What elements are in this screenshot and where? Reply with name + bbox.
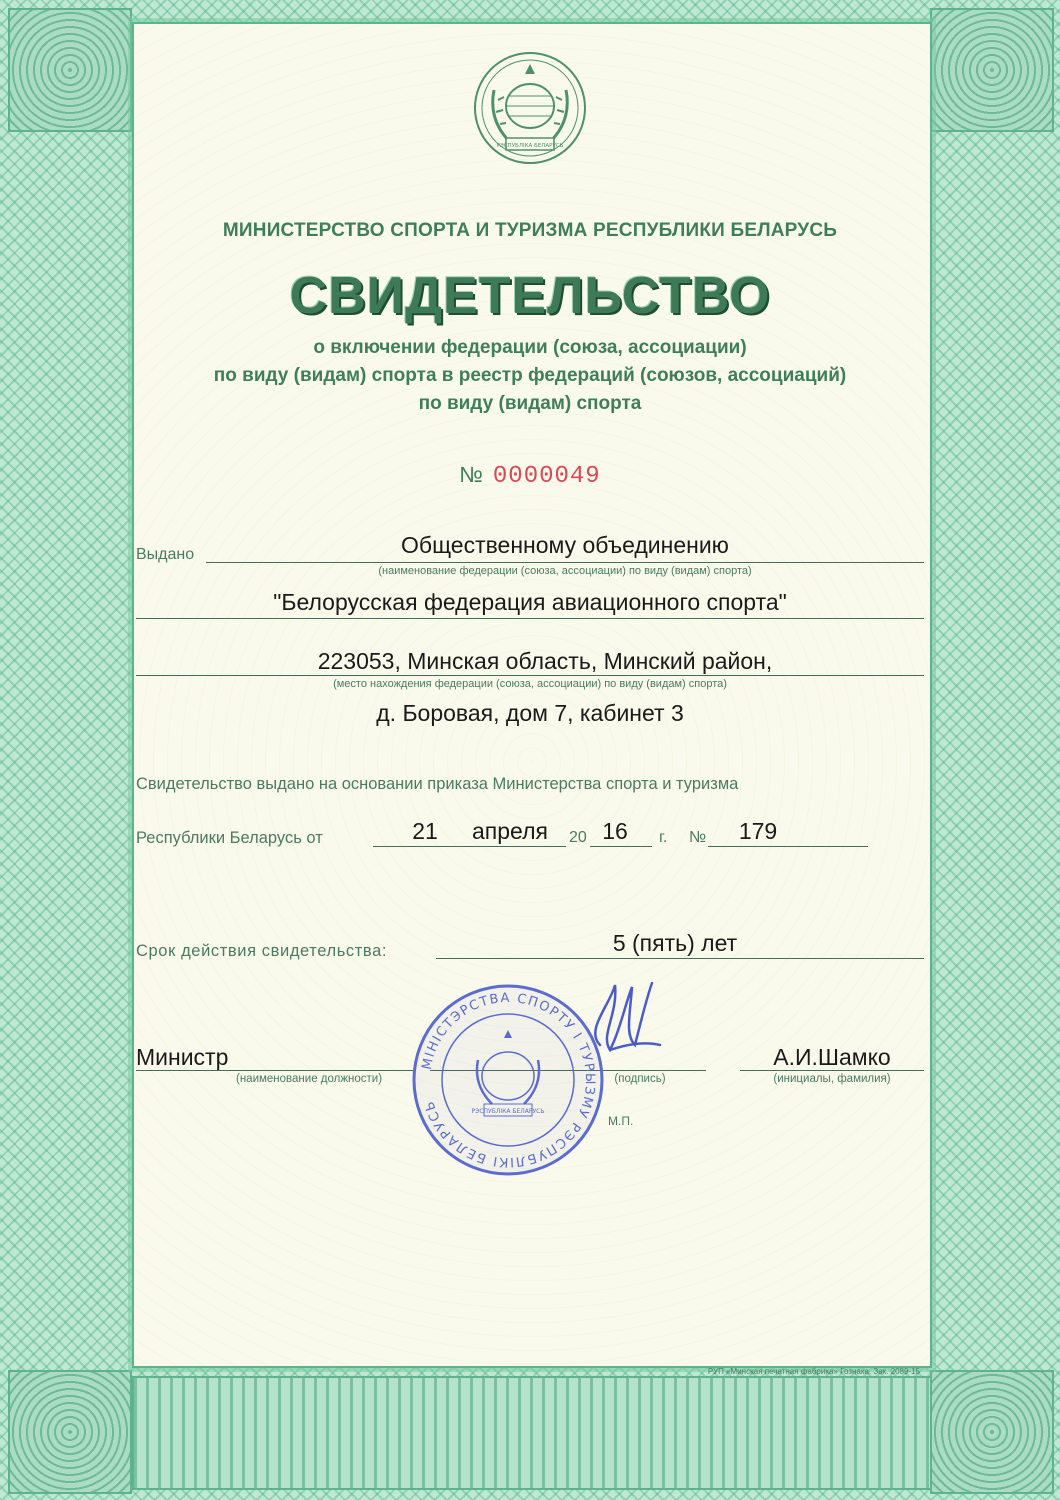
order-number-line (708, 846, 868, 847)
order-number: 179 (738, 818, 778, 844)
footer-ornament-band (132, 1376, 932, 1490)
address-value-1: 223053, Минская область, Минский район, (317, 648, 773, 674)
emblem-ribbon-text: РЭСПУБЛІКА БЕЛАРУСЬ (496, 143, 564, 149)
corner-ornament-top-right (930, 8, 1054, 132)
printer-imprint: РУП «Минская печатная фабрика» Гознака. Зак. 2089-15 (707, 1367, 920, 1376)
seal-mark: М.П. (608, 1114, 634, 1128)
year-prefix: 20 (569, 829, 587, 846)
document-subtitle (132, 334, 928, 418)
position-line (136, 1070, 416, 1071)
address-hint: (место нахождения федерации (союза, ассоциации) по виду (видам) спорта) (333, 678, 727, 690)
subtitle-line-1: о включении федерации (союза, ассоциации) (313, 337, 747, 358)
handwritten-signature-icon (580, 975, 670, 1075)
state-emblem-icon (472, 50, 588, 166)
address-line-1 (136, 675, 924, 676)
validity-line (436, 958, 924, 959)
name-hint: (инициалы, фамилия) (773, 1073, 891, 1085)
official-stamp-icon (408, 980, 608, 1180)
address-value-2: д. Боровая, дом 7, кабинет 3 (376, 700, 684, 726)
issued-to-line-2 (136, 618, 924, 619)
document-title: СВИДЕТЕЛЬСТВО (289, 267, 771, 325)
order-year: 16 (602, 818, 628, 844)
issued-to-hint: (наименование федерации (союза, ассоциации) по виду (видам) спорта) (378, 565, 752, 577)
serial-number: 0000049 (492, 463, 601, 490)
position-hint: (наименование должности) (236, 1073, 383, 1085)
date-day-month-line (373, 846, 566, 847)
issued-to-line (206, 562, 924, 563)
basis-republic-label: Республики Беларусь от (136, 829, 323, 847)
year-line (590, 846, 652, 847)
stamp-inner-text: РЭСПУБЛІКА БЕЛАРУСЬ (471, 1108, 545, 1115)
issued-to-label: Выдано (136, 546, 195, 563)
corner-ornament-bottom-right (930, 1370, 1054, 1494)
corner-ornament-bottom-left (8, 1370, 132, 1494)
year-unit: г. (659, 829, 668, 846)
corner-ornament-top-left (8, 8, 132, 132)
order-number-sign: № (689, 829, 707, 846)
order-day: 21 (412, 818, 438, 844)
validity-label: Срок действия свидетельства: (136, 942, 388, 960)
number-sign: № (459, 462, 483, 487)
signature-hint: (подпись) (614, 1073, 666, 1085)
issued-to-value-2: "Белорусская федерация авиационного спорта" (273, 589, 787, 615)
stamp-outer-text: МІНІСТЭРСТВА СПОРТУ І ТУРЫЗМУ РЭСПУБЛІКІ БЕЛАРУСЬ (419, 990, 598, 1170)
subtitle-line-2: по виду (видам) спорта в реестр федераций (союзов, ассоциаций) (213, 365, 847, 386)
name-line (740, 1070, 924, 1071)
issued-to-value-1: Общественному объединению (401, 532, 729, 558)
basis-text: Свидетельство выдано на основании приказа Министерства спорта и туризма (136, 775, 739, 793)
certificate-number (132, 462, 928, 490)
subtitle-line-3: по виду (видам) спорта (418, 393, 642, 414)
order-month: апреля (472, 818, 548, 844)
validity-value: 5 (пять) лет (612, 930, 738, 956)
signer-name: А.И.Шамко (773, 1044, 891, 1070)
ministry-name: МИНИСТЕРСТВО СПОРТА И ТУРИЗМА РЕСПУБЛИКИ БЕЛАРУСЬ (222, 220, 838, 241)
signer-position: Министр (136, 1044, 229, 1070)
